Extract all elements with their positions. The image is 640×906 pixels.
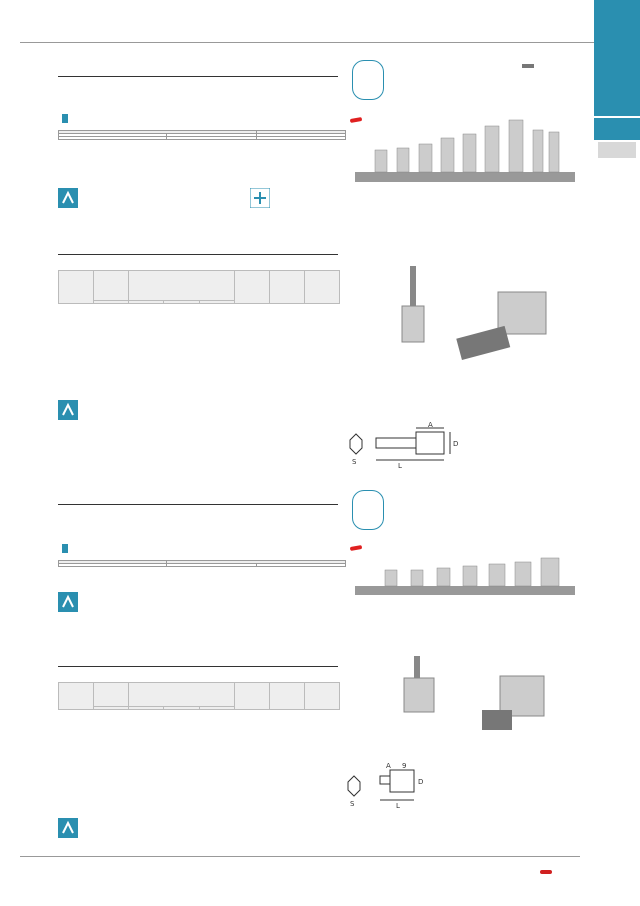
footer-rule [20, 856, 580, 857]
sec3-underline [58, 504, 338, 505]
sec3-product-number [62, 520, 71, 538]
main-category-tab[interactable] [594, 0, 640, 116]
svg-text:L: L [398, 462, 402, 470]
sub-category-tab[interactable] [594, 118, 640, 140]
hand-tool-icon [58, 400, 78, 420]
svg-text:L: L [396, 802, 400, 810]
inch-size-badge [522, 64, 534, 68]
svg-text:A: A [386, 762, 391, 770]
sec3-set-table [58, 560, 346, 567]
sec2-underline [58, 254, 338, 255]
svg-text:S: S [352, 458, 357, 466]
sec3-set-count [62, 544, 68, 553]
hand-tool-icon [58, 188, 78, 208]
sec1-drive-badge [352, 60, 384, 100]
svg-text:S: S [350, 800, 355, 808]
svg-text:A: A [428, 421, 433, 429]
plus-driver-icon [250, 188, 270, 208]
sec1-product-image [345, 110, 585, 200]
header-rule [20, 42, 640, 43]
size-tab[interactable] [598, 142, 636, 158]
sec4-spec-table [58, 682, 340, 710]
svg-text:9: 9 [402, 762, 407, 770]
sec1-underline [58, 76, 338, 77]
svg-text:D: D [418, 778, 424, 786]
sec4-product-image [390, 650, 580, 750]
sec2-dimension-drawing [340, 420, 480, 470]
sec3-product-image [345, 540, 585, 610]
brand-logo [540, 870, 552, 874]
sec1-product-number [62, 92, 71, 110]
sec1-set-count [62, 114, 68, 123]
sec4-underline [58, 666, 338, 667]
sec2-spec-table [58, 270, 340, 304]
hand-tool-icon [58, 818, 78, 838]
hand-tool-icon [58, 592, 78, 612]
sec2-product-image [398, 262, 588, 372]
sec4-dimension-drawing [340, 760, 440, 810]
sec1-set-table [58, 130, 346, 140]
svg-text:D: D [453, 440, 459, 448]
sec3-drive-badge [352, 490, 384, 530]
